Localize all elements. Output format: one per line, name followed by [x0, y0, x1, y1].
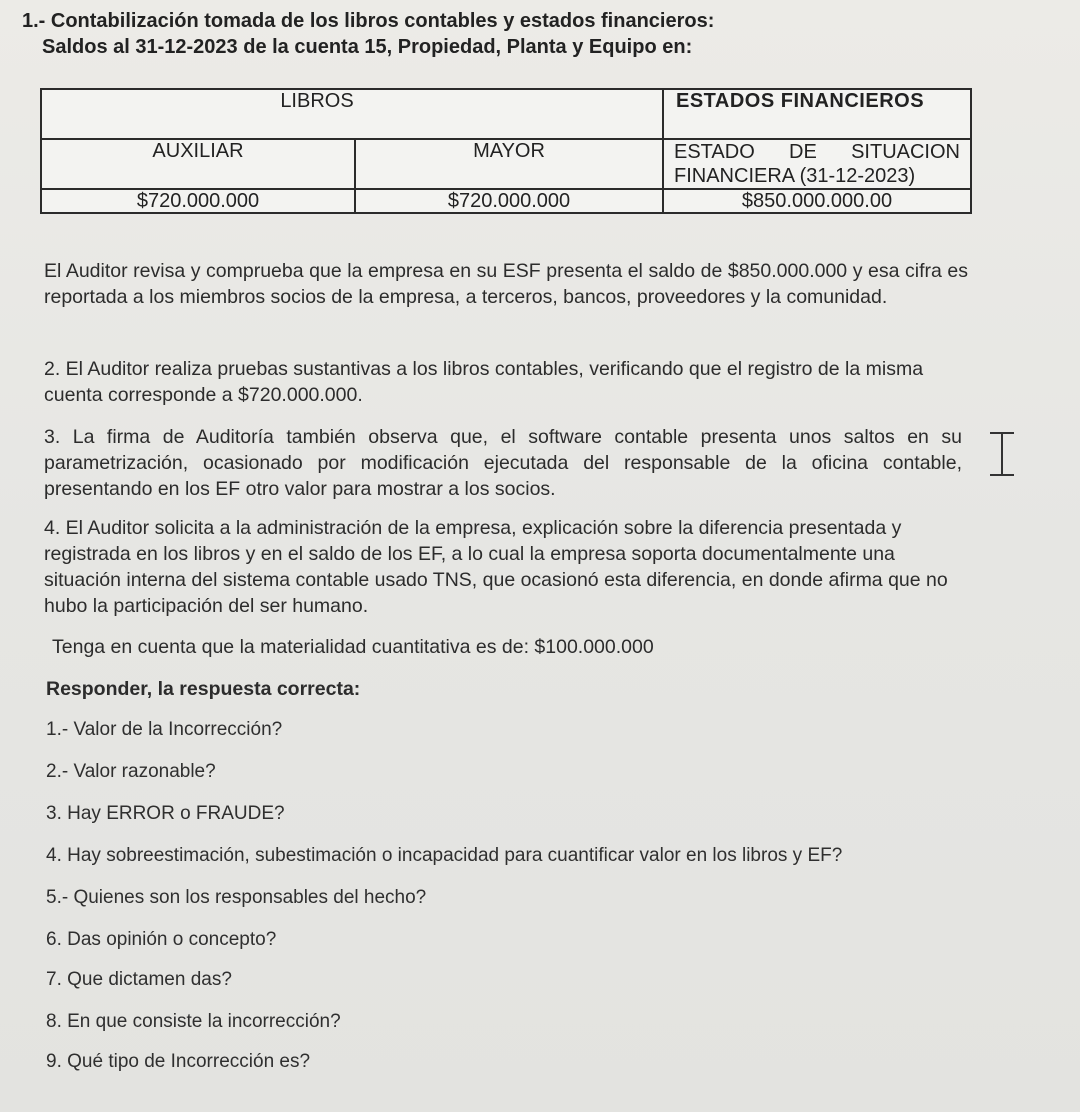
- esf-label-line-2: FINANCIERA (31-12-2023): [674, 165, 916, 187]
- question-4: 4. Hay sobreestimación, subestimación o incapacidad para cuantificar valor en los libros y EF?: [46, 845, 843, 866]
- question-7: 7. Que dictamen das?: [46, 969, 232, 990]
- text-cursor-icon: [988, 430, 1016, 478]
- esf-label-word-1: ESTADO: [674, 141, 755, 163]
- estados-financieros-header: ESTADOS FINANCIEROS: [663, 89, 971, 139]
- table-label-row: [41, 139, 971, 189]
- esf-label-word-2: DE: [789, 141, 817, 163]
- esf-label: [663, 139, 971, 189]
- table-value-row: [41, 189, 971, 213]
- paragraph-2: 2. El Auditor realiza pruebas sustantivas a los libros contables, verificando que el registro de la misma cuenta corresponde a $720.000.000.: [44, 358, 924, 406]
- paragraph-4: 4. El Auditor solicita a la administración de la empresa, explicación sobre la diferencia presentada y registrada en los libros y en el saldo de los EF, a lo cual la empresa soporta documentalmente una situación interna del sistema contable usado TNS, que ocasionó esta diferencia, en donde afirma que no hubo la participación del ser humano.: [44, 517, 948, 617]
- paragraph-5: Tenga en cuenta que la materialidad cuantitativa es de: $100.000.000: [52, 636, 654, 658]
- auxiliar-value: $720.000.000: [41, 189, 355, 213]
- libros-header: LIBROS: [41, 89, 663, 139]
- esf-value: $850.000.000.00: [663, 189, 971, 213]
- table-header-row: [41, 89, 971, 139]
- heading-line-2: Saldos al 31-12-2023 de la cuenta 15, Propiedad, Planta y Equipo en:: [42, 36, 693, 58]
- esf-label-word-3: SITUACION: [851, 141, 960, 163]
- paragraph-1: El Auditor revisa y comprueba que la empresa en su ESF presenta el saldo de $850.000.000 y esa cifra es reportada a los miembros socios de la empresa, a terceros, bancos, proveedores y la comunidad.: [44, 260, 968, 308]
- question-2: 2.- Valor razonable?: [46, 761, 216, 782]
- mayor-value: $720.000.000: [355, 189, 663, 213]
- paragraph-3: 3. La firma de Auditoría también observa que, el software contable presenta unos saltos en su parametrización, ocasionado por modificación ejecutada del responsable de la oficina contable, presentando en los EF otro valor para mostrar a los socios.: [44, 426, 962, 500]
- auxiliar-label: AUXILIAR: [41, 139, 355, 189]
- question-5: 5.- Quienes son los responsables del hecho?: [46, 887, 427, 908]
- heading-line-1: 1.- Contabilización tomada de los libros contables y estados financieros:: [22, 10, 715, 32]
- mayor-label: MAYOR: [355, 139, 663, 189]
- question-3: 3. Hay ERROR o FRAUDE?: [46, 803, 285, 824]
- question-6: 6. Das opinión o concepto?: [46, 929, 277, 950]
- esf-label-line-1: [674, 140, 960, 164]
- balances-table: [40, 88, 972, 214]
- question-9: 9. Qué tipo de Incorrección es?: [46, 1051, 311, 1072]
- answer-instruction: Responder, la respuesta correcta:: [46, 678, 361, 700]
- document-heading: [22, 8, 1062, 60]
- question-8: 8. En que consiste la incorrección?: [46, 1011, 341, 1032]
- question-1: 1.- Valor de la Incorrección?: [46, 719, 283, 740]
